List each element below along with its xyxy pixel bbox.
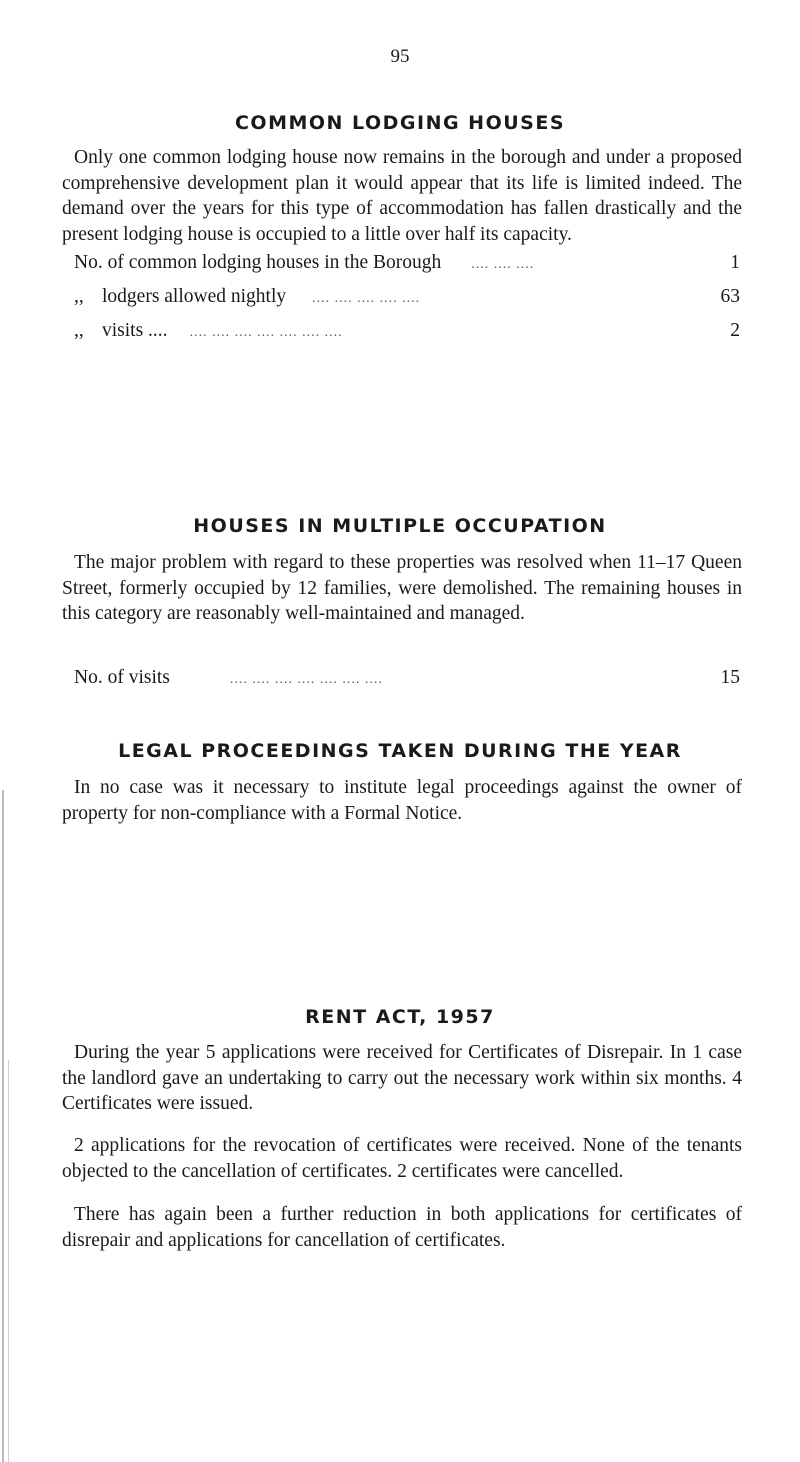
stat-value: 1 (730, 252, 740, 273)
page-number: 95 (390, 46, 410, 67)
multiple-occupation-heading: HOUSES IN MULTIPLE OCCUPATION (193, 515, 607, 537)
stat-leader-dots: .... .... .... (471, 257, 535, 272)
stat-row (74, 286, 740, 312)
rent-act-paragraph-3: There has again been a further reduction in both applications for certificates of disrepair and applications for cancellation of certificates. (62, 1204, 742, 1251)
binding-edge-line (2, 790, 4, 1462)
stat-label: lodgers allowed nightly (102, 286, 287, 307)
stat-leader-dots: .... .... .... .... .... .... .... (189, 325, 343, 340)
stat-leader-dots: .... .... .... .... .... .... .... (229, 672, 383, 687)
stat-label: visits .... (102, 320, 168, 341)
stat-row (74, 667, 740, 693)
stat-row (74, 252, 740, 278)
stat-value: 63 (720, 286, 740, 307)
stat-value: 2 (730, 320, 740, 341)
stat-prefix: ,, (74, 286, 84, 307)
stat-label: No. of common lodging houses in the Borough (74, 252, 442, 273)
lodging-heading: COMMON LODGING HOUSES (234, 112, 566, 134)
rent-act-paragraph-2: 2 applications for the revocation of certificates were received. None of the tenants objected to the cancellation of certificates. 2 certificates were cancelled. (62, 1135, 742, 1182)
stat-row (74, 320, 740, 346)
stat-value: 15 (720, 667, 740, 688)
legal-proceedings-paragraph: In no case was it necessary to institute legal proceedings against the owner of property for non-compliance with a Formal Notice. (62, 777, 742, 824)
stat-prefix: ,, (74, 320, 84, 341)
binding-edge-line (8, 1060, 9, 1462)
multiple-occupation-paragraph: The major problem with regard to these properties was resolved when 11–17 Queen Street, formerly occupied by 12 families, were demolished. The remaining houses in this category are reasonably well-maintained and managed. (62, 552, 742, 624)
rent-act-heading: RENT ACT, 1957 (305, 1006, 495, 1028)
lodging-paragraph: Only one common lodging house now remains in the borough and under a proposed comprehensive development plan it would appear that its life is limited indeed. The demand over the years for this type of accommodation has fallen drastically and the present lodging house is occupied to a little over half its capacity. (62, 147, 742, 245)
rent-act-paragraph-1: During the year 5 applications were received for Certificates of Disrepair. In 1 case the landlord gave an undertaking to carry out the necessary work within six months. 4 Certificates were issued. (62, 1042, 742, 1114)
stat-label: No. of visits (74, 667, 170, 688)
stat-leader-dots: .... .... .... .... .... (312, 291, 421, 306)
legal-proceedings-heading: LEGAL PROCEEDINGS TAKEN DURING THE YEAR (118, 740, 682, 762)
